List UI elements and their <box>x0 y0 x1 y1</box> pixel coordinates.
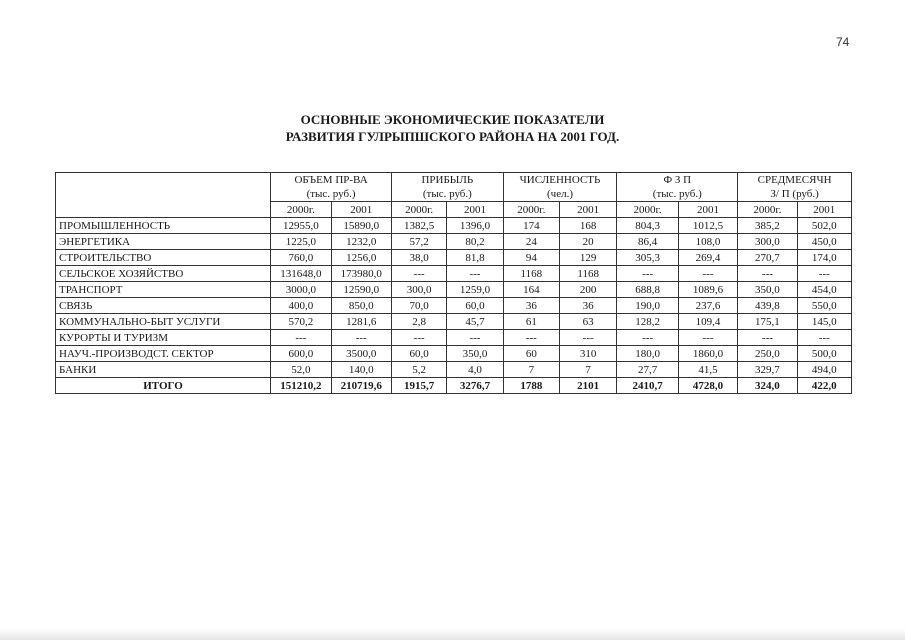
sector-name: КУРОРТЫ И ТУРИЗМ <box>56 330 271 346</box>
value-cell: 175,1 <box>738 314 797 330</box>
table-row <box>56 314 852 330</box>
value-cell: 2,8 <box>392 314 447 330</box>
value-cell: 173980,0 <box>331 266 391 282</box>
sector-name: СЕЛЬСКОЕ ХОЗЯЙСТВО <box>56 266 271 282</box>
value-cell: --- <box>271 330 331 346</box>
value-cell: 109,4 <box>678 314 737 330</box>
table-row <box>56 362 852 378</box>
value-cell: 400,0 <box>271 298 331 314</box>
year-header-cell: 2000г. <box>271 202 331 218</box>
header-group-headcount: ЧИСЛЕННОСТЬ (чел.) <box>503 173 617 202</box>
sector-name: ПРОМЫШЛЕННОСТЬ <box>56 218 271 234</box>
value-cell: 300,0 <box>738 234 797 250</box>
value-cell: 174,0 <box>797 250 851 266</box>
sector-name: КОММУНАЛЬНО-БЫТ УСЛУГИ <box>56 314 271 330</box>
value-cell: 129 <box>559 250 616 266</box>
year-header-cell: 2001 <box>678 202 737 218</box>
year-header-cell: 2001 <box>559 202 616 218</box>
value-cell: 1168 <box>559 266 616 282</box>
value-cell: 1256,0 <box>331 250 391 266</box>
year-header-cell: 2000г. <box>738 202 797 218</box>
table-row <box>56 282 852 298</box>
value-cell: --- <box>738 266 797 282</box>
value-cell: 1396,0 <box>447 218 503 234</box>
value-cell: 1281,6 <box>331 314 391 330</box>
value-cell: 36 <box>503 298 559 314</box>
sector-name: ЭНЕРГЕТИКА <box>56 234 271 250</box>
value-cell: --- <box>797 266 851 282</box>
value-cell: --- <box>617 266 678 282</box>
value-cell: 385,2 <box>738 218 797 234</box>
value-cell: 329,7 <box>738 362 797 378</box>
value-cell: --- <box>503 330 559 346</box>
title-line-2: РАЗВИТИЯ ГУЛРЫПШСКОГО РАЙОНА НА 2001 ГОД. <box>285 129 620 144</box>
total-value-cell: 151210,2 <box>271 378 331 394</box>
value-cell: 61 <box>503 314 559 330</box>
value-cell: 760,0 <box>271 250 331 266</box>
value-cell: 350,0 <box>447 346 503 362</box>
value-cell: 1259,0 <box>447 282 503 298</box>
total-value-cell: 1788 <box>503 378 559 394</box>
document-title <box>0 111 905 145</box>
value-cell: 1168 <box>503 266 559 282</box>
value-cell: 200 <box>559 282 616 298</box>
total-value-cell: 422,0 <box>797 378 851 394</box>
total-value-cell: 3276,7 <box>447 378 503 394</box>
value-cell: 7 <box>559 362 616 378</box>
total-value-cell: 210719,6 <box>331 378 391 394</box>
header-group-avg-salary: СРЕДМЕСЯЧН З/ П (руб.) <box>738 173 852 202</box>
value-cell: 12955,0 <box>271 218 331 234</box>
value-cell: 57,2 <box>392 234 447 250</box>
value-cell: 24 <box>503 234 559 250</box>
table-row <box>56 346 852 362</box>
total-label: ИТОГО <box>56 378 271 394</box>
header-group-row <box>56 173 852 202</box>
table-row <box>56 266 852 282</box>
header-group-production: ОБЪЕМ ПР-ВА (тыс. руб.) <box>271 173 392 202</box>
value-cell: 300,0 <box>392 282 447 298</box>
year-header-cell: 2000г. <box>503 202 559 218</box>
value-cell: 80,2 <box>447 234 503 250</box>
year-header-cell: 2001 <box>331 202 391 218</box>
economic-indicators-table <box>55 172 852 394</box>
value-cell: 7 <box>503 362 559 378</box>
value-cell: 4,0 <box>447 362 503 378</box>
value-cell: 310 <box>559 346 616 362</box>
value-cell: 60,0 <box>447 298 503 314</box>
value-cell: 81,8 <box>447 250 503 266</box>
sector-name: БАНКИ <box>56 362 271 378</box>
value-cell: 688,8 <box>617 282 678 298</box>
page-number: 74 <box>836 35 850 49</box>
value-cell: 237,6 <box>678 298 737 314</box>
value-cell: 140,0 <box>331 362 391 378</box>
total-value-cell: 1915,7 <box>392 378 447 394</box>
value-cell: 454,0 <box>797 282 851 298</box>
total-value-cell: 2410,7 <box>617 378 678 394</box>
value-cell: 600,0 <box>271 346 331 362</box>
value-cell: 145,0 <box>797 314 851 330</box>
value-cell: 5,2 <box>392 362 447 378</box>
value-cell: 27,7 <box>617 362 678 378</box>
value-cell: 94 <box>503 250 559 266</box>
sector-name: СТРОИТЕЛЬСТВО <box>56 250 271 266</box>
value-cell: 1382,5 <box>392 218 447 234</box>
value-cell: 494,0 <box>797 362 851 378</box>
value-cell: --- <box>797 330 851 346</box>
value-cell: 350,0 <box>738 282 797 298</box>
value-cell: --- <box>678 330 737 346</box>
value-cell: 41,5 <box>678 362 737 378</box>
value-cell: --- <box>738 330 797 346</box>
value-cell: 12590,0 <box>331 282 391 298</box>
value-cell: --- <box>447 266 503 282</box>
title-line-1: ОСНОВНЫЕ ЭКОНОМИЧЕСКИЕ ПОКАЗАТЕЛИ <box>300 112 605 127</box>
value-cell: 86,4 <box>617 234 678 250</box>
scan-bottom-edge <box>0 628 905 640</box>
value-cell: 450,0 <box>797 234 851 250</box>
value-cell: 439,8 <box>738 298 797 314</box>
value-cell: 36 <box>559 298 616 314</box>
value-cell: --- <box>447 330 503 346</box>
value-cell: 60,0 <box>392 346 447 362</box>
value-cell: --- <box>559 330 616 346</box>
value-cell: 164 <box>503 282 559 298</box>
value-cell: 250,0 <box>738 346 797 362</box>
value-cell: 1089,6 <box>678 282 737 298</box>
value-cell: 305,3 <box>617 250 678 266</box>
year-header-cell: 2001 <box>797 202 851 218</box>
value-cell: 174 <box>503 218 559 234</box>
total-row <box>56 378 852 394</box>
value-cell: --- <box>678 266 737 282</box>
value-cell: 270,7 <box>738 250 797 266</box>
header-group-payroll: Ф З П (тыс. руб.) <box>617 173 738 202</box>
header-blank-cell <box>56 173 271 218</box>
value-cell: 3000,0 <box>271 282 331 298</box>
table-row <box>56 330 852 346</box>
table-row <box>56 218 852 234</box>
value-cell: 804,3 <box>617 218 678 234</box>
sector-name: НАУЧ.-ПРОИЗВОДСТ. СЕКТОР <box>56 346 271 362</box>
value-cell: 570,2 <box>271 314 331 330</box>
value-cell: 70,0 <box>392 298 447 314</box>
value-cell: --- <box>392 266 447 282</box>
table-row <box>56 234 852 250</box>
value-cell: 131648,0 <box>271 266 331 282</box>
value-cell: 63 <box>559 314 616 330</box>
sector-name: СВЯЗЬ <box>56 298 271 314</box>
total-value-cell: 4728,0 <box>678 378 737 394</box>
value-cell: 1860,0 <box>678 346 737 362</box>
value-cell: 52,0 <box>271 362 331 378</box>
header-group-profit: ПРИБЫЛЬ (тыс. руб.) <box>392 173 504 202</box>
value-cell: 45,7 <box>447 314 503 330</box>
value-cell: --- <box>331 330 391 346</box>
value-cell: 168 <box>559 218 616 234</box>
sector-name: ТРАНСПОРТ <box>56 282 271 298</box>
value-cell: 3500,0 <box>331 346 391 362</box>
value-cell: 502,0 <box>797 218 851 234</box>
year-header-cell: 2000г. <box>392 202 447 218</box>
value-cell: 128,2 <box>617 314 678 330</box>
value-cell: 550,0 <box>797 298 851 314</box>
value-cell: 850,0 <box>331 298 391 314</box>
table-row <box>56 250 852 266</box>
year-header-cell: 2001 <box>447 202 503 218</box>
value-cell: 1225,0 <box>271 234 331 250</box>
value-cell: 269,4 <box>678 250 737 266</box>
value-cell: 20 <box>559 234 616 250</box>
value-cell: 1232,0 <box>331 234 391 250</box>
total-value-cell: 324,0 <box>738 378 797 394</box>
value-cell: 38,0 <box>392 250 447 266</box>
value-cell: 108,0 <box>678 234 737 250</box>
total-value-cell: 2101 <box>559 378 616 394</box>
year-header-cell: 2000г. <box>617 202 678 218</box>
value-cell: --- <box>617 330 678 346</box>
value-cell: --- <box>392 330 447 346</box>
value-cell: 1012,5 <box>678 218 737 234</box>
value-cell: 190,0 <box>617 298 678 314</box>
value-cell: 500,0 <box>797 346 851 362</box>
table-row <box>56 298 852 314</box>
value-cell: 60 <box>503 346 559 362</box>
value-cell: 180,0 <box>617 346 678 362</box>
value-cell: 15890,0 <box>331 218 391 234</box>
